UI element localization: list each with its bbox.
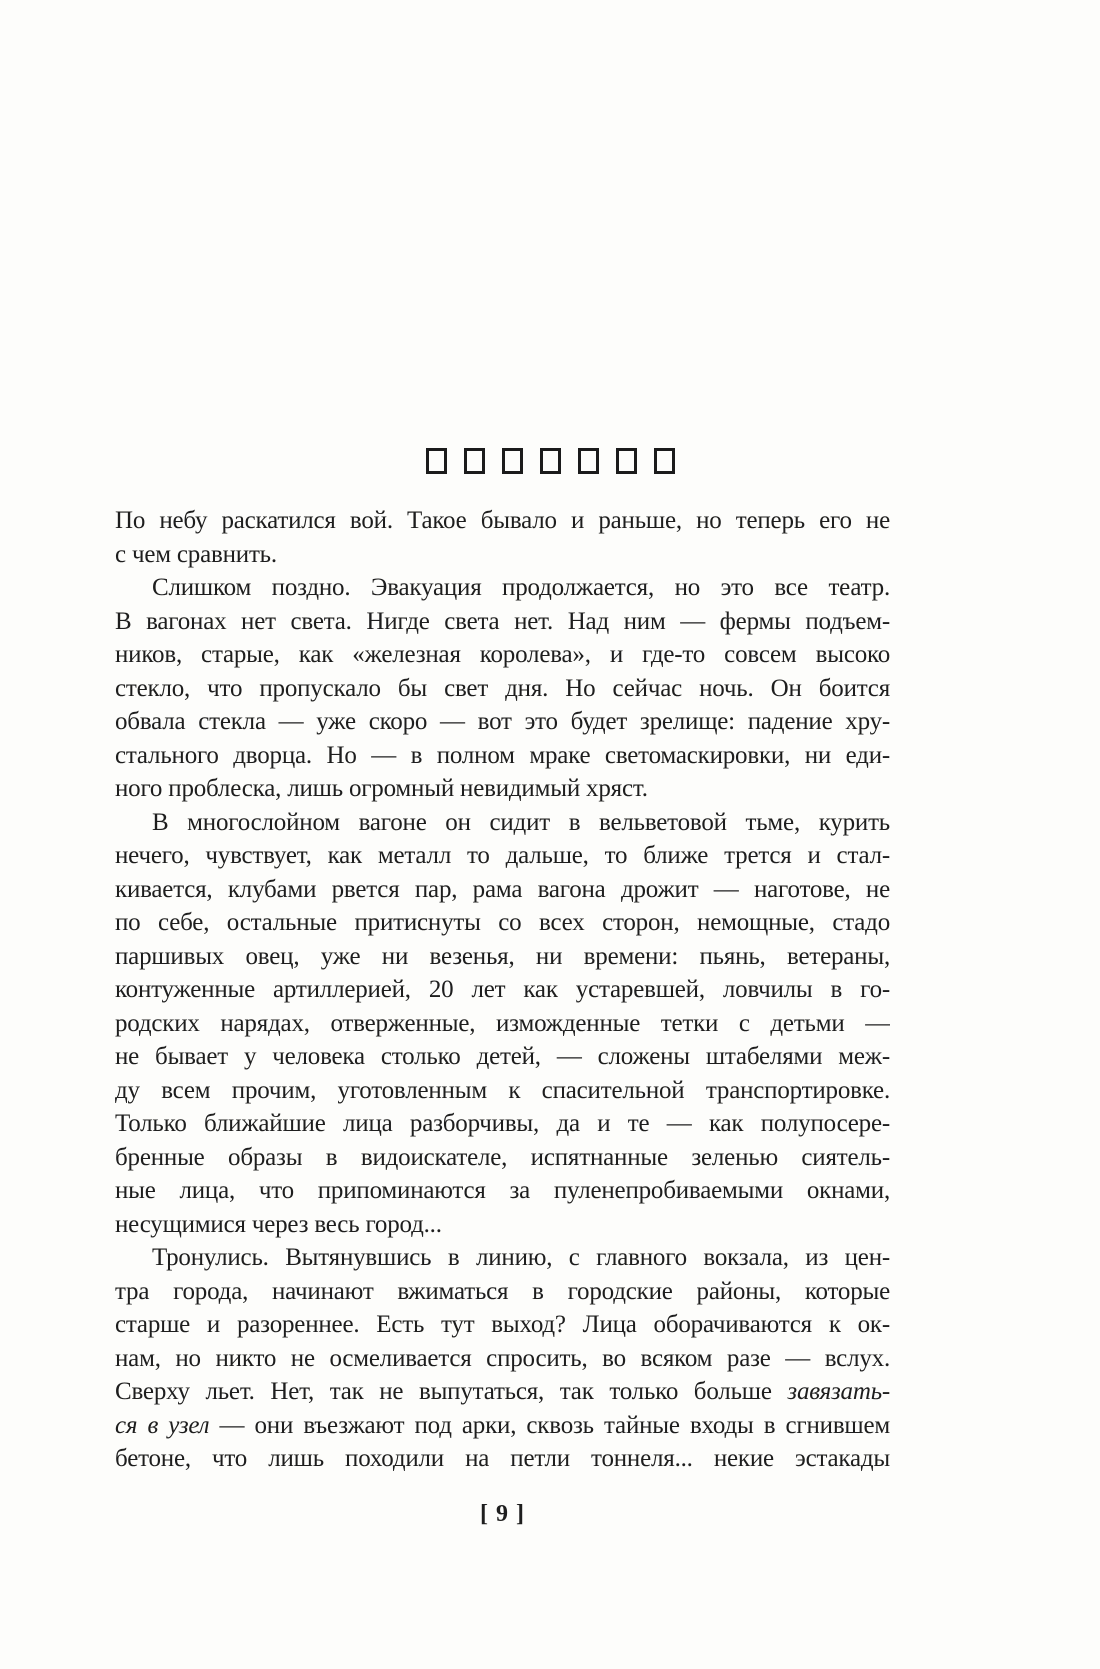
text-segment: Тронулись. Вытянувшись в линию, с главного вокзала, из цен- [152,1244,890,1271]
text-line [115,806,890,840]
text-segment: Сверху льет. Нет, так не выпутаться, так только больше [115,1378,788,1405]
text-segment: ные лица, что припоминаются за пуленепробиваемыми окнами, [115,1177,890,1204]
text-line [115,839,890,873]
text-segment: старше и разореннее. Есть тут выход? Лица оборачиваются к ок- [115,1311,890,1338]
text-line [115,739,890,773]
text-line [115,906,890,940]
ornament-square-icon [654,448,675,474]
text-line [115,538,890,572]
text-segment: Только ближайшие лица разборчивы, да и те — как полупосере- [115,1110,890,1137]
text-segment: нечего, чувствует, как металл то дальше, то ближе трется и стал- [115,842,890,869]
text-segment: обвала стекла — уже скоро — вот это будет зрелище: падение хру- [115,708,890,735]
text-line [115,1007,890,1041]
text-segment: бетоне, что лишь походили на петли тоннеля... некие эстакады [115,1445,890,1472]
section-divider-ornament [0,448,1100,474]
text-segment: бренные образы в видоискателе, испятнанные зеленью сиятель- [115,1143,890,1171]
text-segment: не бывает у человека столько детей, — сложены штабелями меж- [115,1043,890,1070]
text-segment: стекло, что пропускало бы свет дня. Но сейчас ночь. Он боится [115,674,890,702]
ornament-square-icon [502,448,523,474]
text-line [115,940,890,974]
text-segment: ного проблеска, лишь огромный невидимый хряст. [115,775,648,802]
text-line [115,1040,890,1074]
text-line [115,1409,890,1443]
text-segment: Слишком поздно. Эвакуация продолжается, но это все театр. [152,574,890,601]
text-line [115,1275,890,1309]
text-line [115,605,890,639]
text-line [115,1241,890,1275]
text-segment: нам, но никто не осмеливается спросить, во всяком разе — вслух. [115,1344,890,1372]
page-number: [ 9 ] [480,1501,525,1527]
ornament-square-icon [616,448,637,474]
text-line [115,1342,890,1376]
text-line [115,1074,890,1108]
text-segment: паршивых овец, уже ни везенья, ни времени: пьянь, ветераны, [115,942,890,970]
text-segment: контуженные артиллерией, 20 лет как устаревшей, ловчилы в го- [115,976,890,1003]
text-segment: с чем сравнить. [115,540,277,568]
text-line [115,772,890,806]
text-segment: родских нарядах, отверженные, изможденные тетки с детьми — [115,1009,890,1037]
text-line [115,571,890,605]
text-segment: несущимися через весь город... [115,1210,442,1238]
text-line [115,705,890,739]
text-line [115,1107,890,1141]
text-line [115,873,890,907]
text-segment: стального дворца. Но — в полном мраке светомаскировки, ни еди- [115,741,890,769]
text-line [115,1141,890,1175]
text-line [115,1208,890,1242]
text-segment: ников, старые, как «железная королева», и где-то совсем высоко [115,641,890,668]
text-segment: — они въезжают под арки, сквозь тайные входы в сгнившем [219,1411,890,1439]
text-line [115,1375,890,1409]
text-segment: кивается, клубами рвется пар, рама вагона дрожит — наготове, не [115,875,890,903]
text-segment: тра города, начинают вжиматься в городские районы, которые [115,1277,890,1305]
text-segment: В вагонах нет света. Нигде света нет. Над ним — фермы подъем- [115,607,890,635]
text-segment: ду всем прочим, уготовленным к спасительной транспортировке. [115,1076,890,1104]
text-line [115,1308,890,1342]
text-segment: В многослойном вагоне он сидит в вельветовой тьме, курить [152,808,890,836]
text-line [115,973,890,1007]
italic-text-segment: ся в узел [115,1411,220,1439]
body-text [115,504,890,1476]
text-segment: По небу раскатился вой. Такое бывало и раньше, но теперь его не [115,507,890,534]
ornament-square-icon [426,448,447,474]
text-line [115,1174,890,1208]
text-segment: по себе, остальные притиснуты со всех сторон, немощные, стадо [115,909,890,936]
ornament-square-icon [578,448,599,474]
italic-text-segment: завязать- [787,1378,890,1405]
text-line [115,638,890,672]
text-line [115,1442,890,1476]
ornament-square-icon [464,448,485,474]
text-line [115,504,890,538]
ornament-square-icon [540,448,561,474]
text-line [115,672,890,706]
